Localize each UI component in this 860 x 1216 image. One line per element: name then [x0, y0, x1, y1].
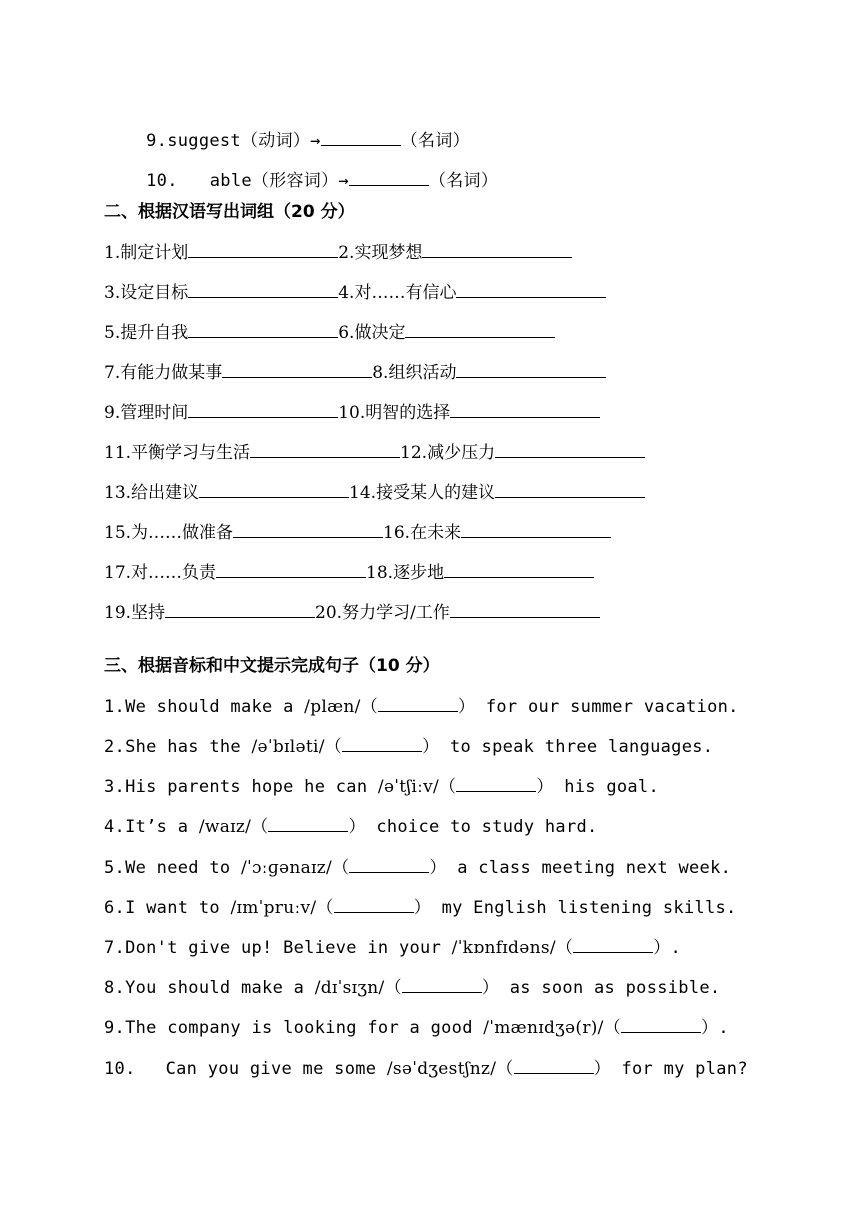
- sentence-item: [104, 1057, 748, 1080]
- sentence-number: 10.: [104, 1059, 136, 1079]
- answer-blank[interactable]: [199, 481, 349, 498]
- phrase-prompt: 19.坚持: [104, 603, 166, 623]
- sentence-number: 5.: [104, 858, 126, 878]
- item-word: suggest: [167, 131, 241, 151]
- sentence-after: .: [670, 938, 682, 958]
- phrase-prompt: 7.有能力做某事: [104, 363, 223, 383]
- arrow: →: [310, 131, 321, 151]
- answer-blank[interactable]: [233, 521, 383, 538]
- item-number: 9.: [146, 131, 168, 151]
- open-paren: （: [555, 938, 574, 958]
- phrase-row: [104, 321, 555, 344]
- sentence-after: for my plan?: [610, 1059, 748, 1079]
- phrase-row: [104, 241, 572, 264]
- close-paren: ）: [422, 737, 440, 757]
- sentence-item: [104, 976, 720, 999]
- sentence-number: 8.: [104, 978, 126, 998]
- sentence-item: [104, 1016, 729, 1039]
- phrase-row: [104, 281, 606, 304]
- close-paren: ）: [429, 858, 447, 878]
- phonetic-hint: /plæn/: [304, 697, 361, 717]
- answer-blank[interactable]: [250, 441, 400, 458]
- open-paren: （: [332, 858, 350, 878]
- sentence-number: 7.: [104, 938, 126, 958]
- phrase-prompt: 12.减少压力: [400, 443, 496, 463]
- sentence-before: We need to: [125, 858, 241, 878]
- sentence-item: [104, 815, 598, 838]
- sentence-after: to speak three languages.: [439, 737, 714, 757]
- item-word: able: [209, 171, 252, 191]
- sentence-before: I want to: [125, 898, 231, 918]
- sentence-before: We should make a: [125, 697, 305, 717]
- sentence-number: 2.: [104, 737, 126, 757]
- phrase-prompt: 8.组织活动: [372, 363, 457, 383]
- close-paren: ）: [348, 817, 366, 837]
- phonetic-hint: /ˈkɒnfɪdəns/: [451, 938, 556, 958]
- answer-blank[interactable]: [216, 561, 366, 578]
- answer-blank[interactable]: [514, 1057, 594, 1074]
- answer-blank[interactable]: [422, 241, 572, 258]
- phrase-row: [104, 521, 611, 544]
- phrase-prompt: 18.逐步地: [366, 563, 445, 583]
- section-heading-part2: 二、根据汉语写出词组（20 分）: [104, 202, 355, 222]
- answer-blank[interactable]: [188, 321, 338, 338]
- sentence-before: Can you give me some: [165, 1059, 387, 1079]
- close-paren: ）: [653, 938, 671, 958]
- phrase-prompt: 17.对……负责: [104, 563, 217, 583]
- phrase-prompt: 14.接受某人的建议: [349, 483, 496, 503]
- answer-blank[interactable]: [450, 601, 600, 618]
- answer-blank[interactable]: [188, 281, 338, 298]
- sentence-before: You should make a: [125, 978, 315, 998]
- answer-blank[interactable]: [495, 481, 645, 498]
- phrase-prompt: 10.明智的选择: [338, 403, 451, 423]
- to-pos: （名词）: [428, 171, 499, 191]
- open-paren: （: [316, 898, 334, 918]
- sentence-number: 9.: [104, 1018, 126, 1038]
- phrase-prompt: 3.设定目标: [104, 283, 189, 303]
- answer-blank[interactable]: [450, 401, 600, 418]
- answer-blank[interactable]: [461, 521, 611, 538]
- answer-blank[interactable]: [405, 321, 555, 338]
- sentence-after: a class meeting next week.: [446, 858, 732, 878]
- phonetic-hint: /əˈbɪləti/: [251, 737, 325, 757]
- sentence-after: choice to study hard.: [365, 817, 598, 837]
- arrow: →: [338, 171, 349, 191]
- phonetic-hint: /dɪˈsɪʒn/: [314, 978, 385, 998]
- answer-blank[interactable]: [165, 601, 315, 618]
- close-paren: ）: [413, 898, 432, 918]
- sentence-before: His parents hope he can: [125, 777, 378, 797]
- open-paren: （: [384, 978, 402, 998]
- sentence-number: 3.: [104, 777, 126, 797]
- phrase-prompt: 2.实现梦想: [338, 243, 423, 263]
- sentence-before: Don't give up! Believe in your: [125, 938, 452, 958]
- phrase-prompt: 20.努力学习/工作: [315, 603, 450, 623]
- sentence-number: 4.: [104, 817, 126, 837]
- sentence-item: [104, 695, 739, 718]
- to-pos: （名词）: [400, 131, 470, 151]
- sentence-number: 1.: [104, 697, 126, 717]
- answer-blank[interactable]: [444, 561, 594, 578]
- close-paren: ）: [481, 978, 500, 998]
- answer-blank[interactable]: [402, 976, 482, 993]
- sentence-item: [104, 775, 659, 798]
- phrase-prompt: 15.为……做准备: [104, 523, 234, 543]
- phonetic-hint: /səˈdʒestʃnz/: [386, 1059, 497, 1079]
- sentence-after: .: [718, 1018, 729, 1038]
- phrase-prompt: 6.做决定: [338, 323, 406, 343]
- phrase-row: [104, 441, 645, 464]
- from-pos: （形容词）: [251, 171, 339, 191]
- phrase-row: [104, 601, 600, 624]
- phrase-prompt: 13.给出建议: [104, 483, 200, 503]
- answer-blank[interactable]: [222, 361, 372, 378]
- phonetic-hint: /ˈmænɪdʒə(r)/: [483, 1018, 604, 1038]
- phonetic-hint: /ˈɔːɡənaɪz/: [240, 858, 333, 878]
- open-paren: （: [324, 737, 343, 757]
- phrase-prompt: 16.在未来: [383, 523, 462, 543]
- phonetic-hint: /ɪmˈpruːv/: [230, 898, 317, 918]
- sentence-before: The company is looking for a good: [125, 1018, 484, 1038]
- close-paren: ）: [458, 697, 476, 717]
- answer-blank[interactable]: [621, 1016, 701, 1033]
- answer-blank[interactable]: [349, 856, 429, 873]
- answer-blank[interactable]: [188, 241, 338, 258]
- from-pos: （动词）: [240, 131, 311, 151]
- answer-blank[interactable]: [268, 815, 348, 832]
- sentence-number: 6.: [104, 898, 126, 918]
- sentence-item: [104, 735, 713, 758]
- phonetic-hint: /waɪz/: [198, 817, 252, 837]
- item-number: 10.: [146, 171, 178, 191]
- phrase-row: [104, 361, 606, 384]
- close-paren: ）: [536, 777, 554, 797]
- sentence-before: She has the: [125, 737, 252, 757]
- phrase-prompt: 4.对……有信心: [338, 283, 457, 303]
- answer-blank[interactable]: [342, 735, 422, 752]
- open-paren: （: [251, 817, 269, 837]
- open-paren: （: [439, 777, 457, 797]
- close-paren: ）: [701, 1018, 719, 1038]
- answer-blank[interactable]: [334, 896, 414, 913]
- sentence-after: for our summer vacation.: [475, 697, 739, 717]
- answer-blank[interactable]: [456, 281, 606, 298]
- phonetic-hint: /əˈtʃiːv/: [377, 777, 440, 797]
- sentence-before: It’s a: [125, 817, 199, 837]
- sentence-item: [104, 896, 737, 919]
- answer-blank[interactable]: [573, 936, 653, 953]
- answer-blank[interactable]: [456, 775, 536, 792]
- open-paren: （: [496, 1059, 514, 1079]
- open-paren: （: [603, 1018, 622, 1038]
- sentence-after: his goal.: [553, 777, 660, 797]
- sentence-after: my English listening skills.: [431, 898, 737, 918]
- sentence-after: as soon as possible.: [499, 978, 721, 998]
- answer-blank[interactable]: [321, 129, 401, 146]
- phrase-prompt: 1.制定计划: [104, 243, 189, 263]
- answer-blank[interactable]: [188, 401, 338, 418]
- answer-blank[interactable]: [378, 695, 458, 712]
- answer-blank[interactable]: [349, 169, 429, 186]
- phrase-prompt: 11.平衡学习与生活: [104, 443, 251, 463]
- answer-blank[interactable]: [495, 441, 645, 458]
- phrase-prompt: 9.管理时间: [104, 403, 189, 423]
- phrase-row: [104, 481, 645, 504]
- phrase-prompt: 5.提升自我: [104, 323, 189, 343]
- phrase-row: [104, 401, 600, 424]
- sentence-item: [104, 936, 681, 959]
- phrase-row: [104, 561, 594, 584]
- open-paren: （: [360, 697, 378, 717]
- section-heading-part3: 三、根据音标和中文提示完成句子（10 分）: [104, 656, 440, 676]
- sentence-item: [104, 856, 731, 879]
- answer-blank[interactable]: [456, 361, 606, 378]
- close-paren: ）: [593, 1059, 611, 1079]
